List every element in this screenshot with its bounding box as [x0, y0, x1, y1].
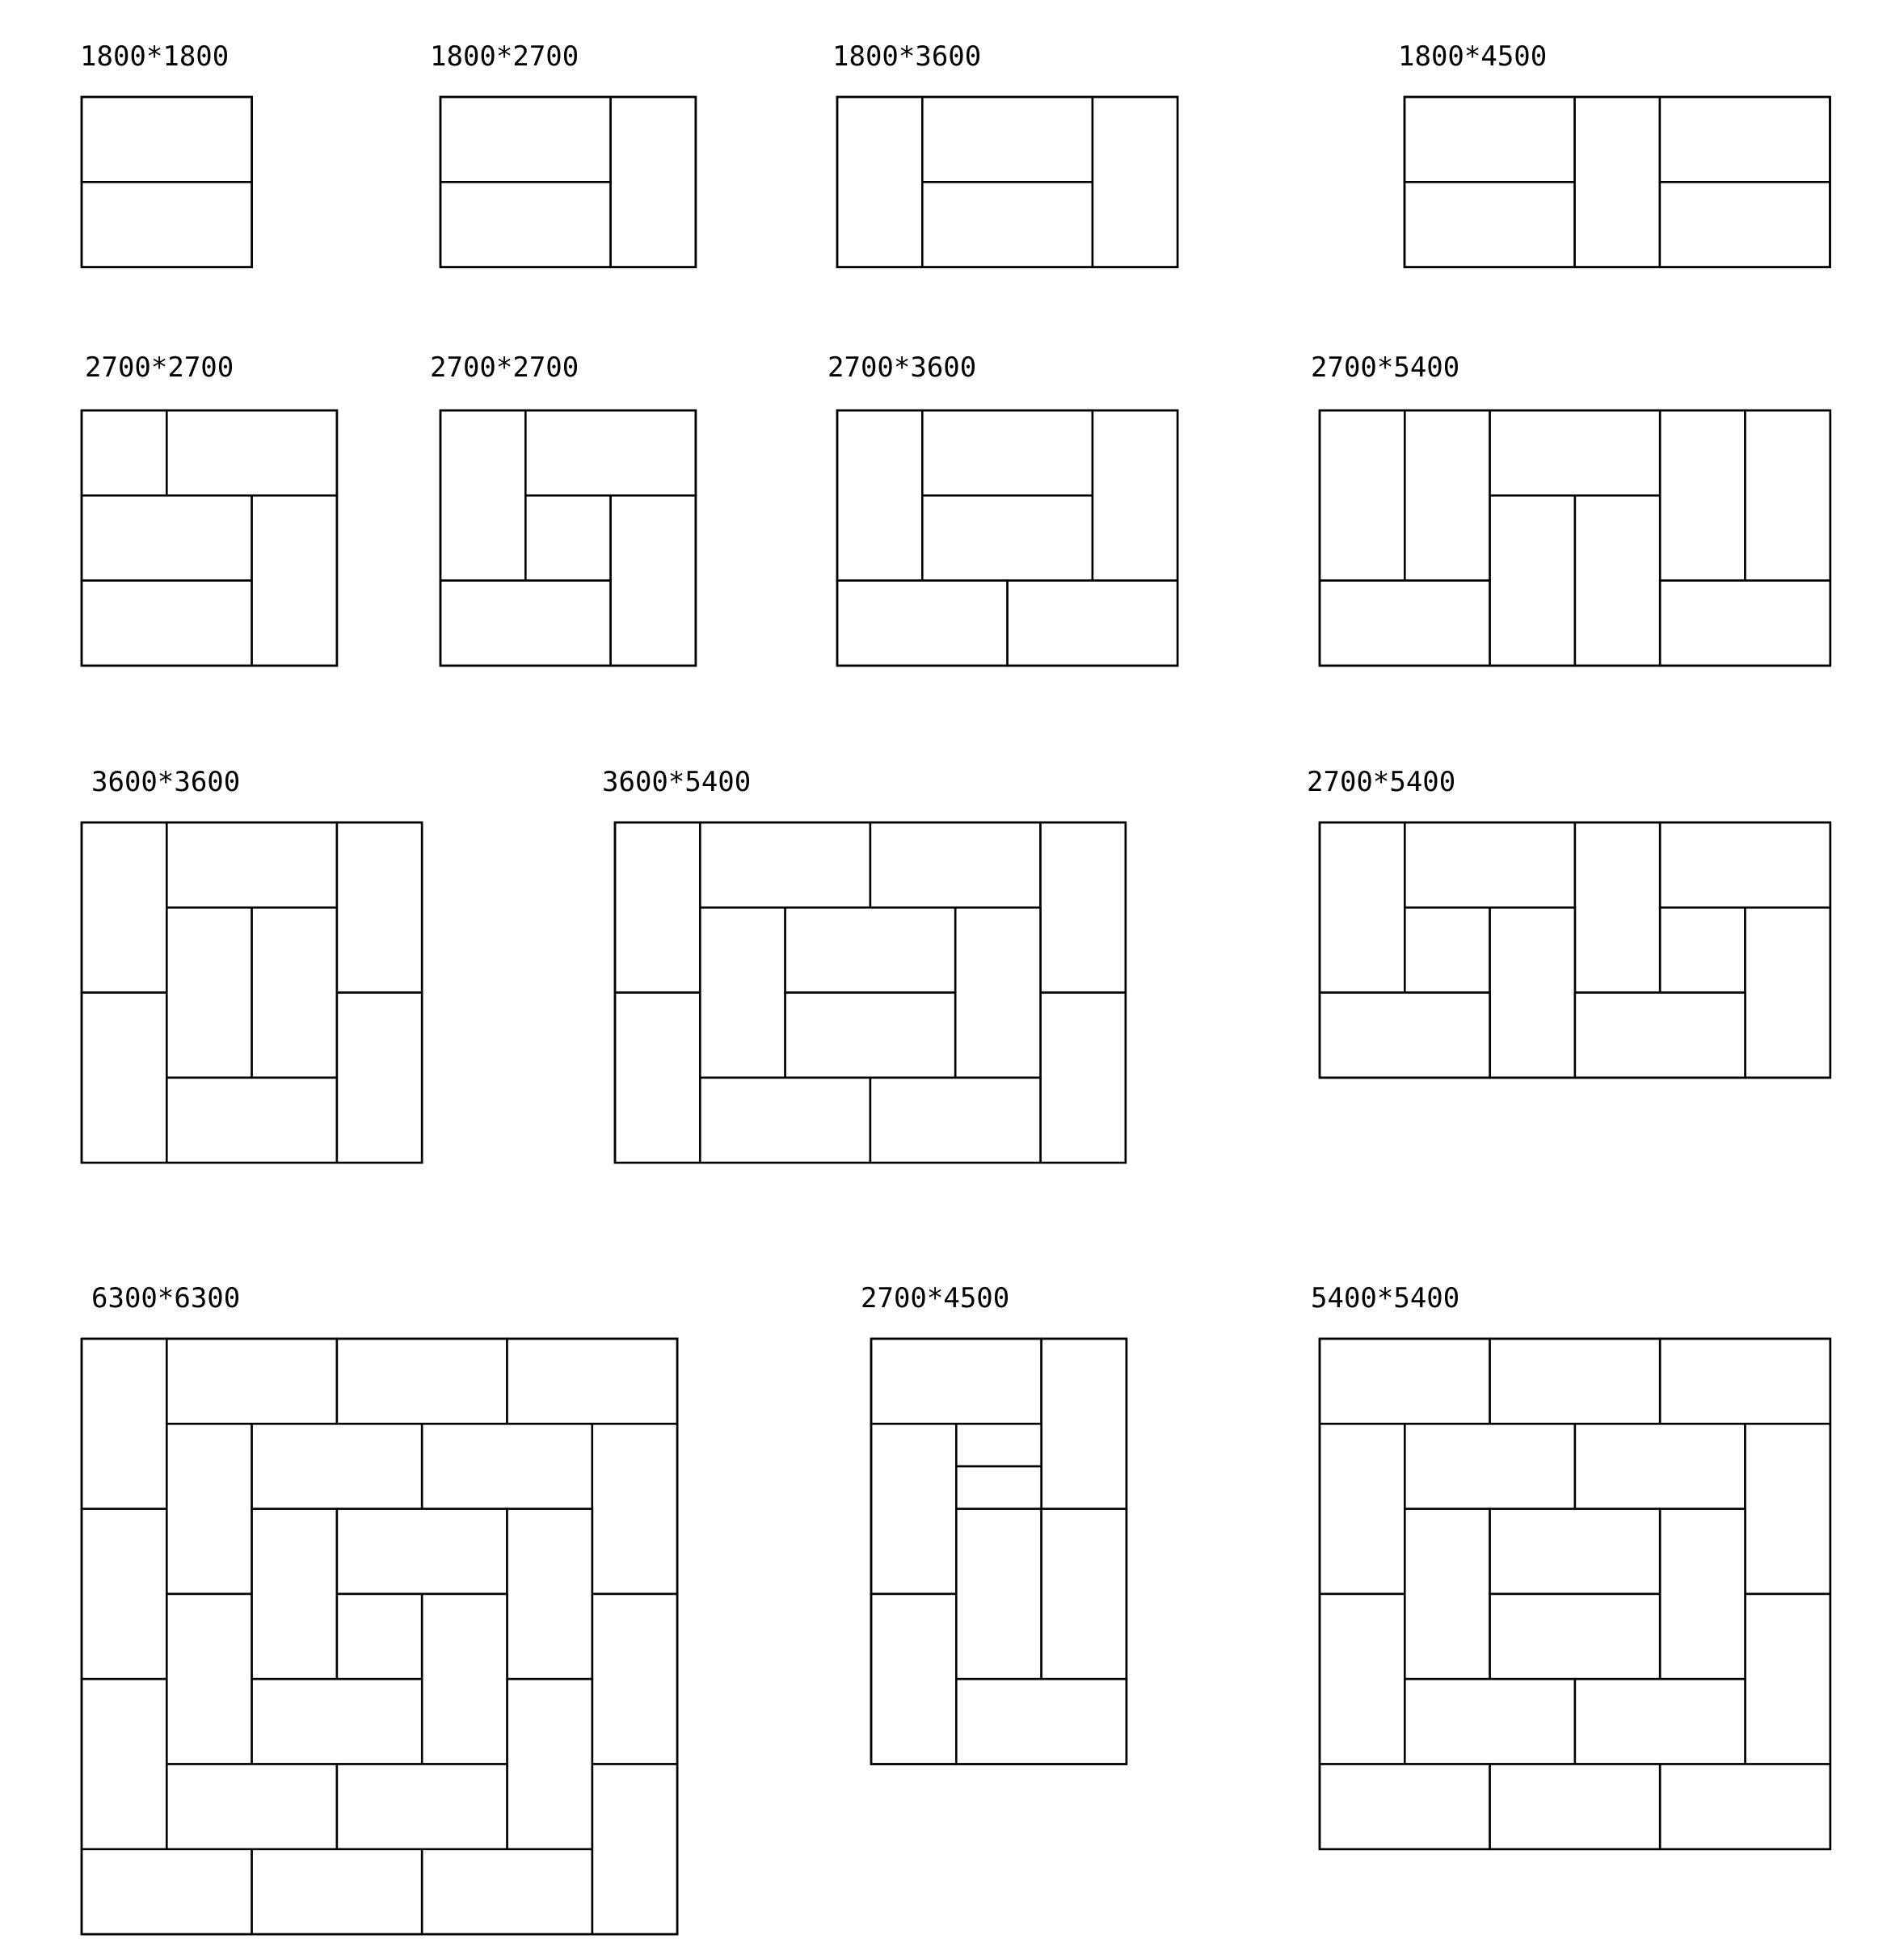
tile-diagram — [1307, 766, 1830, 1078]
diagram-size-label: 1800*4500 — [1398, 40, 1548, 73]
tile — [1746, 410, 1830, 581]
tile — [1320, 410, 1405, 581]
tile-diagram — [430, 351, 696, 666]
tile — [166, 822, 337, 907]
tile-diagram — [1398, 40, 1830, 267]
tile — [337, 993, 422, 1163]
tile — [870, 822, 1041, 907]
tile-diagram — [82, 351, 337, 666]
tile — [1490, 907, 1575, 1078]
tile-diagram — [82, 766, 422, 1163]
tile-diagram — [82, 1282, 677, 1934]
tile — [82, 822, 166, 993]
tile — [955, 907, 1040, 1078]
tile — [1746, 1424, 1830, 1594]
tile — [507, 1339, 678, 1424]
tile — [1575, 1679, 1746, 1764]
tile — [82, 1339, 166, 1509]
diagram-size-label: 5400*5400 — [1311, 1282, 1460, 1314]
tile — [1405, 1679, 1575, 1764]
tile — [870, 1078, 1041, 1163]
tile-diagram — [828, 351, 1177, 666]
tile — [1575, 1424, 1746, 1508]
tile — [1575, 993, 1746, 1078]
tile — [507, 1679, 592, 1849]
tile — [1660, 907, 1745, 992]
tile — [440, 410, 525, 581]
tile — [82, 1849, 252, 1934]
tile — [252, 1509, 337, 1680]
tile — [440, 182, 611, 267]
tile — [615, 993, 700, 1163]
tile — [871, 1594, 956, 1764]
tile — [837, 581, 1008, 666]
diagram-size-label: 1800*2700 — [430, 40, 579, 73]
diagram-size-label: 3600*5400 — [602, 766, 752, 798]
tile — [1405, 1424, 1575, 1508]
diagram-size-label: 2700*4500 — [861, 1282, 1010, 1314]
tile — [1320, 993, 1490, 1078]
tile-diagram — [1311, 351, 1830, 666]
tile-diagram — [602, 766, 1126, 1163]
tile — [922, 97, 1093, 182]
tile — [871, 1424, 956, 1594]
diagram-size-label: 3600*3600 — [91, 766, 241, 798]
tile — [871, 1339, 1042, 1424]
tile — [1660, 822, 1830, 907]
tile — [1746, 1594, 1830, 1764]
tile — [1405, 182, 1575, 267]
tile — [700, 822, 870, 907]
tile — [1042, 1509, 1127, 1680]
tile — [252, 1849, 423, 1934]
tile — [82, 1679, 166, 1849]
tile — [1320, 1339, 1490, 1424]
tile — [1575, 822, 1660, 993]
tile-diagram — [430, 40, 696, 267]
tile — [837, 410, 922, 581]
tile — [525, 495, 610, 580]
tile — [507, 1509, 592, 1680]
tile — [1660, 581, 1830, 666]
diagram-size-label: 2700*5400 — [1311, 351, 1460, 384]
tile — [1575, 97, 1660, 267]
tile — [166, 1424, 251, 1594]
tile-diagram — [80, 40, 252, 267]
diagram-size-label: 2700*5400 — [1307, 766, 1456, 798]
tile — [1405, 410, 1489, 581]
tile — [1490, 1509, 1661, 1594]
tile — [1490, 1764, 1661, 1849]
tile — [1008, 581, 1178, 666]
tile — [1660, 410, 1745, 581]
tile — [611, 495, 696, 666]
tile — [1405, 97, 1575, 182]
tile — [1405, 907, 1489, 992]
tile — [1093, 410, 1177, 581]
tile — [922, 182, 1093, 267]
tile — [1490, 1594, 1661, 1679]
diagram-size-label: 1800*1800 — [80, 40, 230, 73]
tile — [922, 410, 1093, 495]
tile — [785, 993, 956, 1078]
tile — [166, 410, 337, 495]
tile — [1041, 822, 1126, 993]
tile — [82, 182, 252, 267]
tile — [82, 1509, 166, 1680]
tile — [1320, 1764, 1490, 1849]
diagram-size-label: 1800*3600 — [832, 40, 982, 73]
tile — [615, 822, 700, 993]
tile — [956, 1424, 1041, 1466]
tile — [1660, 1509, 1745, 1680]
tile — [1660, 182, 1830, 267]
tile — [166, 907, 251, 1078]
tile — [700, 907, 785, 1078]
tile — [837, 97, 922, 267]
tile — [700, 1078, 870, 1163]
tile — [611, 97, 696, 267]
tile — [922, 495, 1093, 580]
tile — [956, 1466, 1041, 1509]
tile — [956, 1679, 1127, 1764]
tile — [1093, 97, 1177, 267]
tile — [166, 1764, 337, 1849]
tile — [525, 410, 696, 495]
tile — [1041, 993, 1126, 1163]
tile-diagram — [832, 40, 1177, 267]
tile — [1042, 1339, 1127, 1509]
tile — [166, 1339, 337, 1424]
tile — [1660, 97, 1830, 182]
tile — [166, 1594, 251, 1764]
tile — [1405, 822, 1575, 907]
tile — [337, 1594, 422, 1679]
tile — [252, 495, 337, 666]
tile — [252, 907, 337, 1078]
tile — [337, 1764, 507, 1849]
tile — [82, 581, 252, 666]
tile — [1405, 1509, 1489, 1680]
tile — [337, 1509, 507, 1594]
diagram-size-label: 6300*6300 — [91, 1282, 241, 1314]
tile — [440, 97, 611, 182]
tile — [1320, 822, 1405, 993]
tile — [1660, 1764, 1830, 1849]
tile — [422, 1849, 592, 1934]
tile-diagram — [861, 1282, 1127, 1764]
tile — [592, 1594, 677, 1764]
tile — [82, 495, 252, 580]
tile — [82, 97, 252, 182]
diagram-size-label: 2700*2700 — [85, 351, 234, 384]
tile — [592, 1424, 677, 1594]
tile — [82, 993, 166, 1163]
tile — [1575, 495, 1660, 666]
tile — [440, 581, 611, 666]
tile — [337, 822, 422, 993]
tile — [166, 1078, 337, 1163]
tile — [337, 1339, 507, 1424]
tile — [1490, 410, 1661, 495]
tile — [82, 410, 166, 495]
diagram-size-label: 2700*2700 — [430, 351, 579, 384]
tile — [252, 1424, 423, 1508]
tile — [252, 1679, 423, 1764]
diagram-size-label: 2700*3600 — [828, 351, 977, 384]
tile — [1746, 907, 1830, 1078]
tile — [1320, 581, 1490, 666]
tile — [1490, 495, 1575, 666]
tile — [1490, 1339, 1661, 1424]
tile — [785, 907, 956, 992]
tile — [956, 1509, 1041, 1680]
tile — [422, 1594, 507, 1764]
tile — [1320, 1594, 1405, 1764]
tile — [1320, 1424, 1405, 1594]
tile-diagram — [1311, 1282, 1830, 1849]
tile — [592, 1764, 677, 1935]
tile — [422, 1424, 592, 1508]
tile — [1660, 1339, 1830, 1424]
